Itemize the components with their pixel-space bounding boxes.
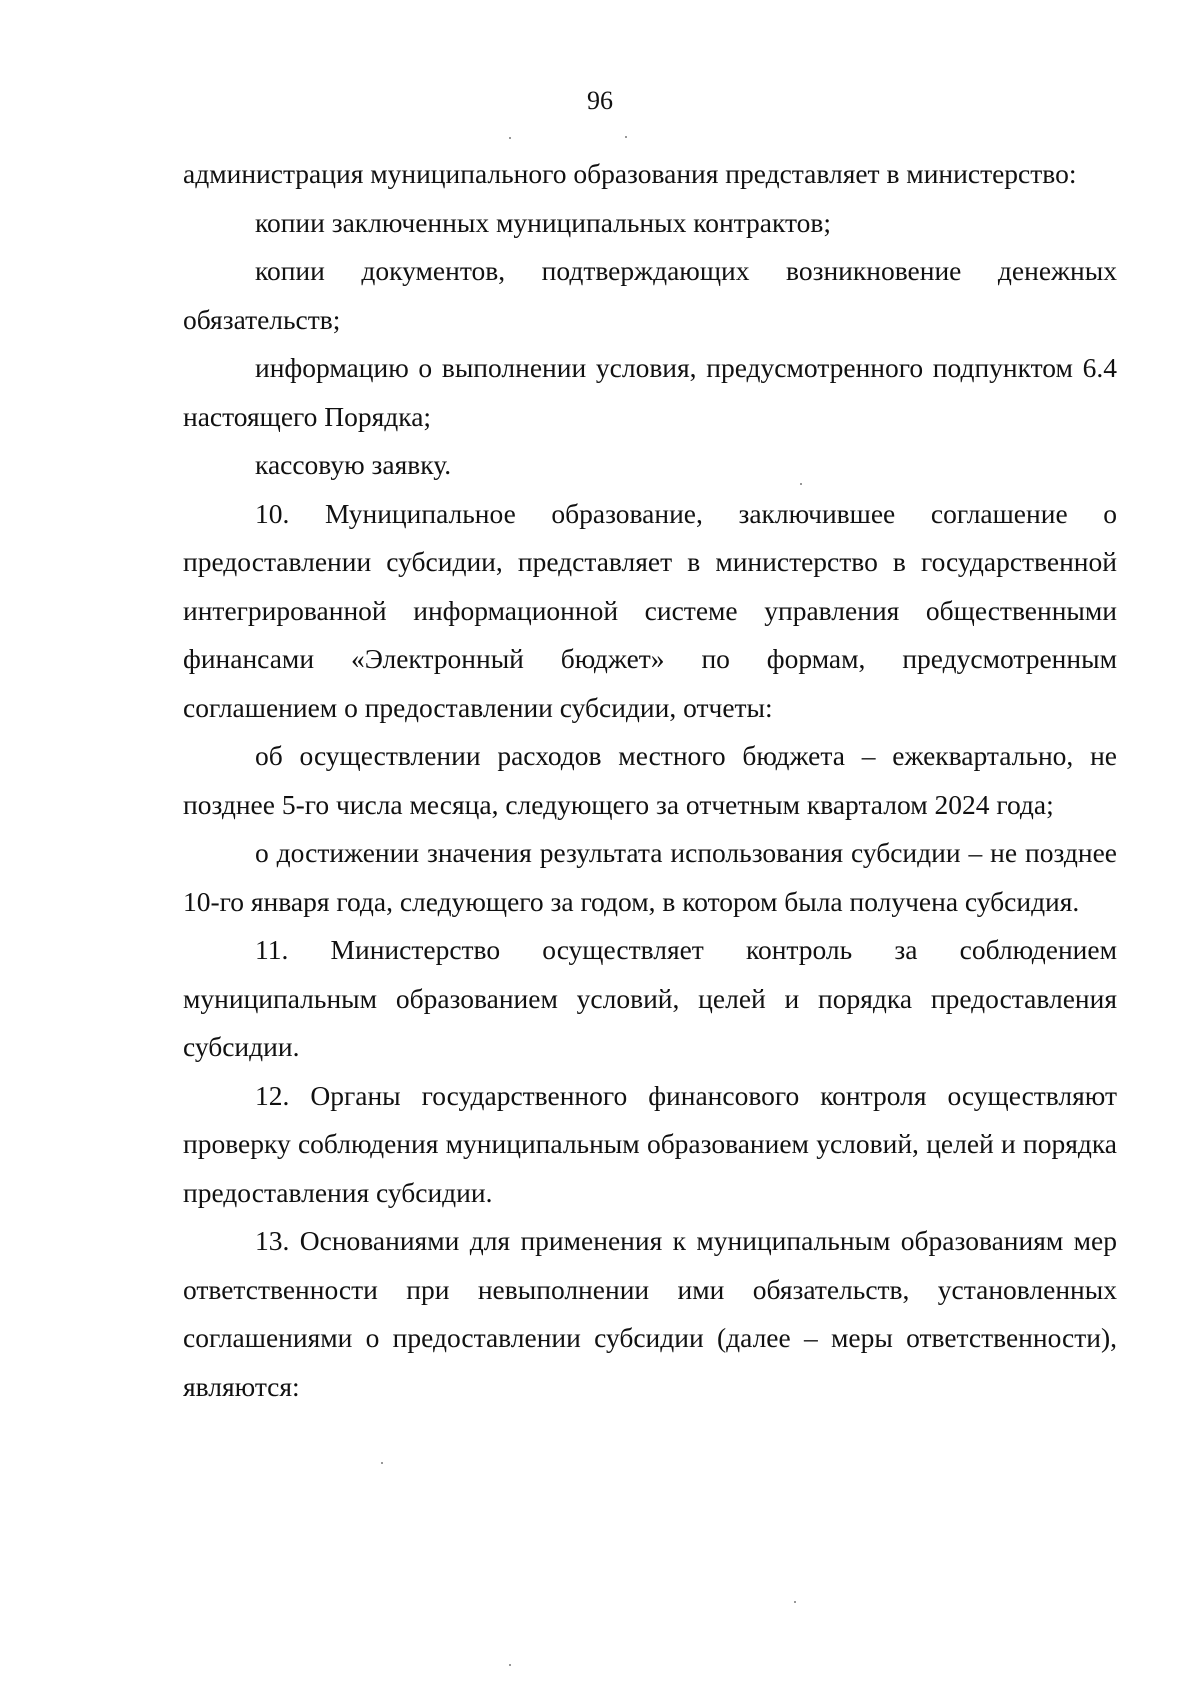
- paragraph-11: 11. Министерство осуществляет контроль за соблюдением муниципальным образованием условий, целей и порядка предоставления субсидии.: [183, 934, 1117, 1062]
- list-item-result-report: о достижении значения результата использования субсидии – не позднее 10-го января года, следующего за годом, в котором была получена субсидия.: [183, 837, 1117, 917]
- scan-speck: [800, 483, 802, 485]
- scan-speck: [625, 136, 627, 138]
- list-item-cash-request: кассовую заявку.: [255, 449, 452, 480]
- list-item-expense-report: об осуществлении расходов местного бюджета – ежеквартально, не позднее 5-го числа месяца, следующего за отчетным кварталом 2024 года;: [183, 740, 1117, 820]
- scan-speck: [794, 1601, 796, 1603]
- document-body: [183, 150, 1117, 1411]
- paragraph-13: 13. Основаниями для применения к муниципальным образованиям мер ответственности при невыполнении ими обязательств, установленных соглашениями о предоставлении субсидии (далее – меры ответственности), являются:: [183, 1225, 1117, 1402]
- paragraph-10: 10. Муниципальное образование, заключившее соглашение о предоставлении субсидии, представляет в министерство в государственной интегрированной информационной системе управления общественными финансами «Электронный бюджет» по формам, предусмотренным соглашением о предоставлении субсидии, отчеты:: [183, 497, 1117, 723]
- scan-speck: [381, 1462, 383, 1464]
- list-item-condition-info: информацию о выполнении условия, предусмотренного подпунктом 6.4 настоящего Порядка;: [183, 352, 1117, 432]
- paragraph-intro: администрация муниципального образования представляет в министерство:: [183, 158, 1077, 189]
- page-number: 96: [587, 86, 613, 115]
- paragraph-12: 12. Органы государственного финансового контроля осуществляют проверку соблюдения муниципальным образованием условий, целей и порядка предоставления субсидии.: [183, 1079, 1117, 1208]
- list-item-contract-copies: копии заключенных муниципальных контрактов;: [255, 206, 831, 238]
- list-item-document-copies: копии документов, подтверждающих возникновение денежных обязательств;: [183, 255, 1117, 335]
- scan-speck: [509, 137, 511, 139]
- scan-speck: [509, 1664, 511, 1666]
